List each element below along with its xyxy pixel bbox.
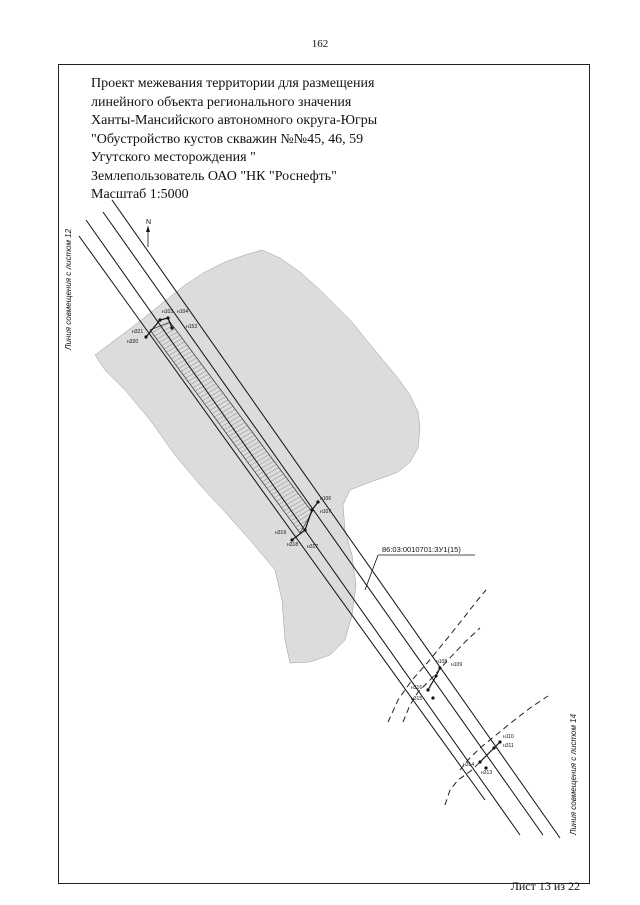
point-label: н109	[451, 662, 463, 668]
title-line: "Обустройство кустов скважин №№45, 46, 59	[91, 131, 364, 147]
north-arrow-icon	[146, 219, 151, 247]
point-label: н315	[411, 696, 423, 702]
dashed-boundary-1	[388, 590, 486, 722]
right-match-line-label: Линия совмещения с листом 14	[569, 713, 578, 835]
page-number: 162	[311, 38, 329, 50]
point-label: н107	[320, 509, 332, 515]
corridor-line-outer-right	[112, 200, 560, 838]
scale-line: Масштаб 1:5000	[91, 187, 189, 202]
left-match-line-label: Линия совмещения с листом 12	[64, 228, 73, 350]
point-label: н108	[436, 659, 448, 665]
point-label: н110	[503, 734, 514, 740]
point-label: н103	[162, 309, 174, 315]
title-line: Проект межевания территории для размещения	[91, 76, 375, 91]
point-label: н311	[503, 743, 514, 749]
point-label: н106	[320, 496, 332, 502]
point-label: н104	[177, 309, 189, 315]
point-label: н313	[481, 770, 493, 776]
north-arrow-label: N	[146, 219, 152, 226]
point-label: н153	[186, 324, 198, 330]
point-label: н320	[127, 339, 139, 345]
cadastral-number-label: 86:03:0010701:ЗУ1(15)	[382, 545, 461, 554]
point-label: н317	[307, 544, 319, 550]
cadastral-leader-pointer	[365, 555, 378, 590]
title-line: Землепользователь ОАО "НК "Роснефть"	[91, 168, 337, 184]
title-line: линейного объекта регионального значения	[91, 94, 352, 110]
title-line: Угутского месторождения "	[91, 150, 256, 165]
point-label: н319	[275, 530, 287, 536]
title-line: Ханты-Мансийского автономного округа-Югры	[91, 113, 378, 128]
point-label: н318	[287, 542, 299, 548]
point-label: н314	[463, 762, 475, 768]
sheet-number-label: Лист 13 из 22	[510, 879, 580, 893]
point-label: н316	[411, 685, 423, 691]
point-label: н321	[132, 329, 144, 335]
